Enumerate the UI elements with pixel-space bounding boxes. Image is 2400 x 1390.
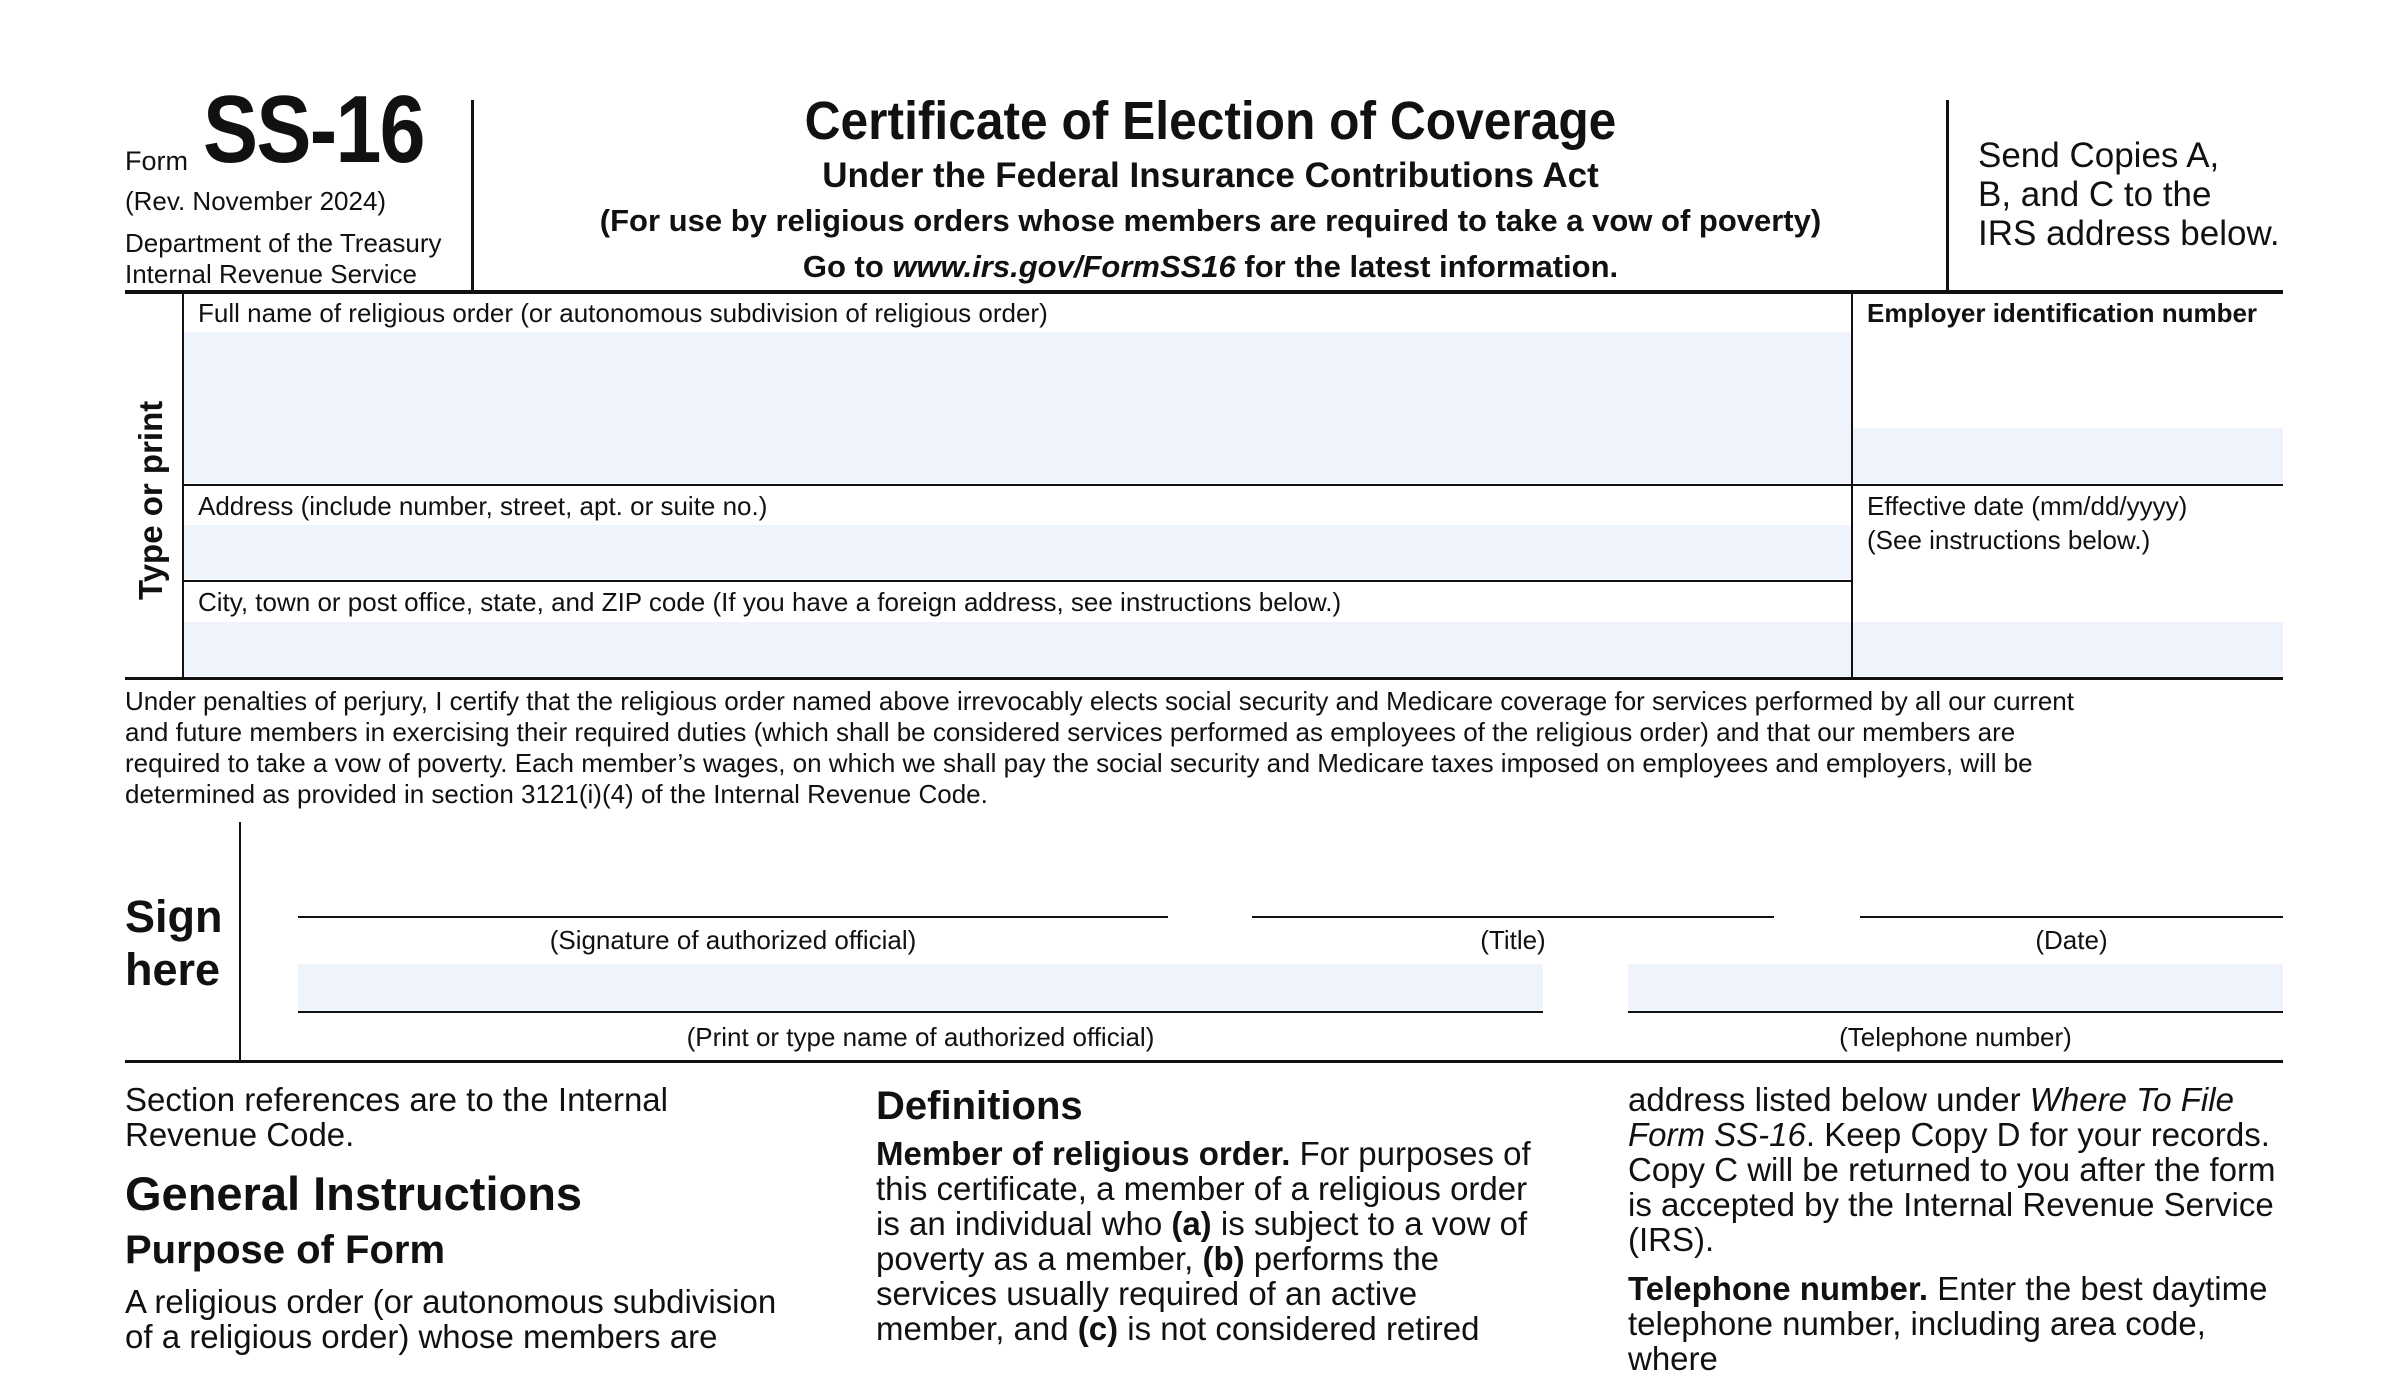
print-name-line bbox=[298, 1011, 1543, 1013]
member-term: Member of religious order. bbox=[876, 1135, 1291, 1172]
item-b: (b) bbox=[1202, 1240, 1245, 1277]
signature-field[interactable] bbox=[298, 866, 1168, 916]
perjury-line: required to take a vow of poverty. Each member’s wages, on which we shall pay the social security and Medicare taxes imposed on employees and employers, will be bbox=[125, 748, 2033, 778]
member-text: is not considered retired bbox=[1118, 1310, 1480, 1347]
row-divider bbox=[184, 580, 1851, 582]
perjury-line: and future members in exercising their required duties (which shall be considered services performed as employees of the religious order) and that our members are bbox=[125, 717, 2016, 747]
instructions-column-1 bbox=[125, 1082, 805, 1368]
address-label: Address (include number, street, apt. or suite no.) bbox=[198, 491, 768, 521]
city-label: City, town or post office, state, and ZIP code (If you have a foreign address, see instructions below.) bbox=[198, 587, 1342, 617]
telephone-input[interactable] bbox=[1628, 964, 2283, 1011]
revision-date: (Rev. November 2024) bbox=[125, 186, 387, 216]
member-text: performs the services usually required of an active member, and bbox=[876, 1240, 1440, 1347]
send-copies-note bbox=[1978, 136, 2288, 253]
title-field[interactable] bbox=[1252, 866, 1774, 916]
title-line bbox=[1252, 916, 1774, 918]
perjury-line: Under penalties of perjury, I certify that the religious order named above irrevocably elects social security and Medicare coverage for services performed by all our current bbox=[125, 686, 2074, 716]
full-name-label: Full name of religious order (or autonomous subdivision of religious order) bbox=[198, 298, 1048, 328]
goto-suffix: for the latest information. bbox=[1235, 249, 1619, 284]
city-input[interactable] bbox=[184, 622, 1851, 676]
member-definition bbox=[876, 1136, 1536, 1346]
type-or-print-label: Type or print bbox=[132, 400, 169, 600]
date-field[interactable] bbox=[1860, 866, 2283, 916]
send-copies-line: IRS address below. bbox=[1978, 214, 2280, 253]
goto-line bbox=[473, 244, 1948, 290]
use-note: (For use by religious orders whose members are required to take a vow of poverty) bbox=[599, 203, 1822, 238]
telephone-text: Enter the best daytime telephone number, including area code, where bbox=[1628, 1270, 2268, 1377]
header-bottom-rule bbox=[125, 290, 2283, 294]
sign-label: Sign bbox=[125, 891, 223, 942]
item-c: (c) bbox=[1077, 1310, 1119, 1347]
sign-here-label bbox=[125, 890, 223, 996]
member-text: For purposes of this certificate, a member of a religious order is an individual who bbox=[876, 1135, 1531, 1242]
address-input[interactable] bbox=[184, 525, 1851, 579]
date-line bbox=[1860, 916, 2283, 918]
agency-name: Internal Revenue Service bbox=[125, 259, 417, 289]
definitions-heading: Definitions bbox=[876, 1084, 1083, 1128]
title-caption: (Title) bbox=[1480, 925, 1546, 955]
telephone-caption: (Telephone number) bbox=[1839, 1022, 2072, 1052]
row-divider bbox=[184, 484, 2283, 486]
title-block bbox=[473, 88, 1948, 290]
form-title: Certificate of Election of Coverage bbox=[804, 91, 1617, 151]
header-divider-right bbox=[1946, 100, 1949, 292]
goto-prefix: Go to bbox=[802, 249, 893, 284]
filing-text-part: . Keep Copy D for your records. Copy C will be returned to you after the form is accepted by the Internal Revenue Service (IRS). bbox=[1628, 1116, 2276, 1258]
general-instructions-heading: General Instructions bbox=[125, 1167, 583, 1220]
signature-caption: (Signature of authorized official) bbox=[549, 925, 917, 955]
issuing-agency bbox=[125, 228, 441, 290]
send-copies-line: B, and C to the bbox=[1978, 175, 2212, 214]
effective-date-label: Effective date (mm/dd/yyyy) bbox=[1867, 491, 2188, 521]
effective-date-input[interactable] bbox=[1853, 622, 2283, 676]
sign-bottom-rule bbox=[125, 1060, 2283, 1063]
signature-line bbox=[298, 916, 1168, 918]
ein-input[interactable] bbox=[1853, 428, 2283, 483]
ein-label: Employer identification number bbox=[1867, 298, 2258, 328]
filing-text-part: address listed below under bbox=[1628, 1081, 2030, 1118]
where-to-file-reference: Where To File Form SS-16 bbox=[1628, 1081, 2234, 1153]
fields-bottom-rule bbox=[125, 677, 2283, 680]
perjury-line: determined as provided in section 3121(i)(4) of the Internal Revenue Code. bbox=[125, 779, 988, 809]
filing-text bbox=[1628, 1082, 2298, 1257]
form-word: Form bbox=[125, 146, 188, 176]
member-text: is subject to a vow of poverty as a member, bbox=[876, 1205, 1528, 1277]
form-number: SS-16 bbox=[203, 76, 424, 183]
perjury-statement bbox=[125, 686, 2285, 810]
effective-date-note: (See instructions below.) bbox=[1867, 525, 2151, 555]
purpose-of-form-heading: Purpose of Form bbox=[125, 1228, 446, 1272]
section-references-text: Section references are to the Internal Revenue Code. bbox=[125, 1081, 668, 1153]
irs-url-link[interactable]: www.irs.gov/FormSS16 bbox=[892, 249, 1236, 284]
form-subtitle: Under the Federal Insurance Contributions Act bbox=[822, 156, 1599, 195]
department-name: Department of the Treasury bbox=[125, 228, 442, 258]
telephone-line bbox=[1628, 1011, 2283, 1013]
print-name-input[interactable] bbox=[298, 964, 1543, 1011]
send-copies-line: Send Copies A, bbox=[1978, 136, 2220, 175]
date-caption: (Date) bbox=[2035, 925, 2108, 955]
instructions-column-2 bbox=[876, 1082, 1536, 1360]
telephone-instruction bbox=[1628, 1271, 2298, 1376]
here-label: here bbox=[125, 944, 221, 995]
telephone-term: Telephone number. bbox=[1628, 1270, 1929, 1307]
print-name-caption: (Print or type name of authorized official) bbox=[686, 1022, 1155, 1052]
sign-divider bbox=[239, 822, 241, 1062]
instructions-column-3 bbox=[1628, 1082, 2298, 1390]
item-a: (a) bbox=[1171, 1205, 1212, 1242]
purpose-text: A religious order (or autonomous subdivision of a religious order) whose members are bbox=[125, 1283, 777, 1355]
full-name-input[interactable] bbox=[184, 332, 1851, 483]
